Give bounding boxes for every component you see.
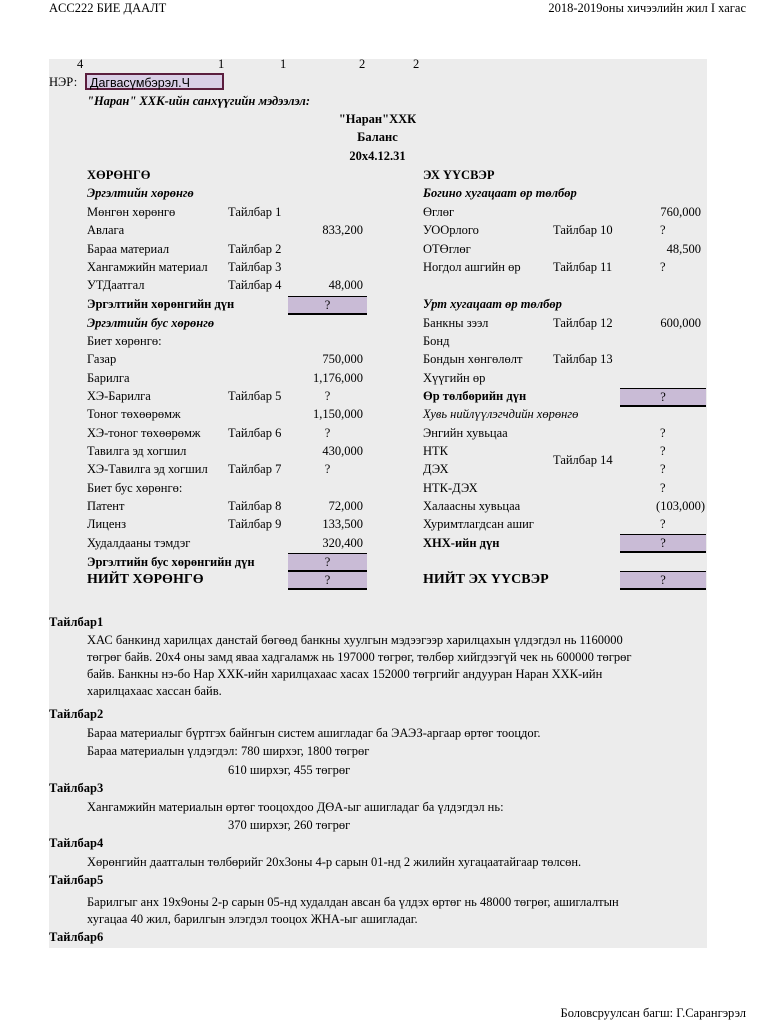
tangible-heading: Биет хөрөнгө: <box>87 334 162 348</box>
liab-total-cell[interactable]: ? <box>620 388 706 407</box>
note-line: харилцахаас хассан байв. <box>87 684 222 698</box>
top-digit: 4 <box>77 57 84 71</box>
liability-value: 760,000 <box>660 205 701 219</box>
note-title: Тайлбар4 <box>49 836 104 850</box>
liability-note: Тайлбар 12 <box>553 316 613 330</box>
equity-value: ? <box>660 462 666 476</box>
equity-label: НТК-ДЭХ <box>423 481 478 495</box>
note-line: төгрөг байв. 20х4 оны замд яваа хадгаламж нь 197000 төгрөг, төлбөр хийгдээгүй чек нь 600000 төгрөг <box>87 650 632 664</box>
liability-note: Тайлбар 10 <box>553 223 613 237</box>
intangible-heading: Биет бус хөрөнгө: <box>87 481 183 495</box>
liability-value: 600,000 <box>660 316 701 330</box>
liability-label: ОТӨглөг <box>423 242 471 256</box>
long-term-heading: Урт хугацаат өр төлбөр <box>423 297 562 311</box>
asset-label: Бараа материал <box>87 242 170 256</box>
asset-label: Патент <box>87 499 125 513</box>
liability-note: Тайлбар 13 <box>553 352 613 366</box>
semester-header: 2018-2019оны хичээлийн жил I хагас <box>548 1 746 15</box>
noncurrent-total-cell[interactable]: ? <box>288 553 367 572</box>
asset-note: Тайлбар 7 <box>228 462 282 476</box>
liabilities-heading: ЭХ ҮҮСВЭР <box>423 168 495 182</box>
balance-date: 20х4.12.31 <box>349 149 406 163</box>
equity-note: Тайлбар 14 <box>553 453 613 467</box>
top-digit: 2 <box>359 57 366 71</box>
asset-note: Тайлбар 4 <box>228 278 282 292</box>
asset-note: Тайлбар 5 <box>228 389 282 403</box>
equity-value: ? <box>660 517 666 531</box>
liability-value: ? <box>660 260 666 274</box>
equity-label: НТК <box>423 444 448 458</box>
equity-label: Хуримтлагдсан ашиг <box>423 517 534 531</box>
note-title: Тайлбар2 <box>49 707 104 721</box>
liability-label: Хүүгийн өр <box>423 371 486 385</box>
asset-value: 320,400 <box>322 536 363 550</box>
asset-value: 833,200 <box>322 223 363 237</box>
asset-value: 133,500 <box>322 517 363 531</box>
total-assets-label: НИЙТ ХӨРӨНГӨ <box>87 572 204 587</box>
asset-label: Лиценз <box>87 517 127 531</box>
liability-label: Банкны зээл <box>423 316 489 330</box>
equity-value: (103,000) <box>656 499 705 513</box>
liability-label: УООрлого <box>423 223 479 237</box>
equity-label: Энгийн хувьцаа <box>423 426 508 440</box>
balance-title: Баланс <box>357 130 398 144</box>
equity-label: ДЭХ <box>423 462 449 476</box>
asset-label: Тоног төхөөрөмж <box>87 407 181 421</box>
note-title: Тайлбар5 <box>49 873 104 887</box>
note-line: 370 ширхэг, 260 төгрөг <box>228 818 351 832</box>
asset-value: ? <box>324 389 331 403</box>
liability-value: 48,500 <box>666 242 701 256</box>
asset-label: Авлага <box>87 223 125 237</box>
assets-heading: ХӨРӨНГӨ <box>87 168 151 182</box>
asset-value: ? <box>324 462 331 476</box>
asset-note: Тайлбар 1 <box>228 205 282 219</box>
note-line: Хангамжийн материалын өртөг тооцохдоо ДӨА-ыг ашигладаг ба үлдэгдэл нь: <box>87 800 504 814</box>
current-total-label: Эргэлтийн хөрөнгийн дүн <box>87 297 235 311</box>
asset-label: ХЭ-тоног төхөөрөмж <box>87 426 201 440</box>
note-title: Тайлбар1 <box>49 615 104 629</box>
asset-label: Худалдааны тэмдэг <box>87 536 191 550</box>
asset-value: 430,000 <box>322 444 363 458</box>
note-title: Тайлбар3 <box>49 781 104 795</box>
equity-value: ? <box>660 444 666 458</box>
asset-value: 48,000 <box>328 278 363 292</box>
total-liab-equity-cell[interactable]: ? <box>620 571 706 590</box>
short-term-heading: Богино хугацаат өр төлбөр <box>423 186 577 200</box>
top-digit: 1 <box>218 57 225 71</box>
asset-label: Мөнгөн хөрөнгө <box>87 205 176 219</box>
asset-value: 750,000 <box>322 352 363 366</box>
equity-label: Халаасны хувьцаа <box>423 499 521 513</box>
note-line: хугацаа 40 жил, барилгын элэгдэл тооцох ЖНА-ыг ашигладаг. <box>87 912 418 926</box>
note-line: байв. Банкны нэ-бо Нар ХХК-ийн харилцахаас хасах 152000 төгргийг андууран Наран ХХК-ийн <box>87 667 603 681</box>
total-assets-cell[interactable]: ? <box>288 571 367 590</box>
asset-label: Барилга <box>87 371 130 385</box>
equity-value: ? <box>660 426 666 440</box>
equity-total-label: ХНХ-ийн дүн <box>423 536 500 550</box>
asset-note: Тайлбар 6 <box>228 426 282 440</box>
asset-label: УТДаатгал <box>87 278 145 292</box>
note-line: 610 ширхэг, 455 төгрөг <box>228 763 351 777</box>
liability-label: Бондын хөнгөлөлт <box>423 352 523 366</box>
company-name: "Наран"ХХК <box>338 112 417 126</box>
total-liab-equity-label: НИЙТ ЭХ ҮҮСВЭР <box>423 572 549 587</box>
asset-value: 1,150,000 <box>313 407 363 421</box>
note-line: Хөрөнгийн даатгалын төлбөрийг 20х3оны 4-р сарын 01-нд 2 жилийн хугацаатайгаар төлсөн. <box>87 855 582 869</box>
noncurrent-total-label: Эргэлтийн бус хөрөнгийн дүн <box>87 555 255 569</box>
asset-note: Тайлбар 2 <box>228 242 282 256</box>
equity-total-cell[interactable]: ? <box>620 534 706 553</box>
liab-total-label: Өр төлбөрийн дүн <box>423 389 527 403</box>
note-line: Бараа материалыг бүртгэх байнгын систем ашигладаг ба ЭАЭЗ-аргаар өртөг тооцдог. <box>87 726 541 740</box>
equity-heading: Хувь нийлүүлэгчдийн хөрөнгө <box>423 407 579 421</box>
asset-label: ХЭ-Тавилга эд хогшил <box>87 462 208 476</box>
name-label: НЭР: <box>49 75 78 89</box>
asset-value: ? <box>324 426 331 440</box>
note-line: Барилгыг анх 19х9оны 2-р сарын 05-нд худалдан авсан ба үлдэх өртөг нь 48000 төгрөг, ашиглалтын <box>87 895 619 909</box>
asset-value: 1,176,000 <box>313 371 363 385</box>
top-digit: 1 <box>280 57 287 71</box>
asset-label: Тавилга эд хогшил <box>87 444 187 458</box>
top-digit: 2 <box>413 57 420 71</box>
liability-value: ? <box>660 223 666 237</box>
info-title: "Наран" ХХК-ийн санхүүгийн мэдээлэл: <box>87 94 311 108</box>
liability-label: Өглөг <box>423 205 455 219</box>
asset-value: 72,000 <box>328 499 363 513</box>
current-assets-heading: Эргэлтийн хөрөнгө <box>87 186 194 200</box>
asset-label: Хангамжийн материал <box>87 260 208 274</box>
asset-note: Тайлбар 8 <box>228 499 282 513</box>
asset-label: Газар <box>87 352 117 366</box>
note-line: ХАС банкинд харилцах данстай бөгөөд банкны хуулгын мэдээгээр харилцахын үлдэгдэл нь 1160000 <box>87 633 623 647</box>
note-line: Бараа материалын үлдэгдэл: 780 ширхэг, 1800 төгрөг <box>87 744 370 758</box>
liability-label: Бонд <box>423 334 450 348</box>
asset-note: Тайлбар 3 <box>228 260 282 274</box>
student-name-field[interactable]: Дагвасүмбэрэл.Ч <box>85 73 224 90</box>
liability-note: Тайлбар 11 <box>553 260 613 274</box>
liability-label: Ногдол ашгийн өр <box>423 260 521 274</box>
equity-value: ? <box>660 481 666 495</box>
asset-note: Тайлбар 9 <box>228 517 282 531</box>
teacher-footer: Боловсруулсан багш: Г.Сарангэрэл <box>560 1006 746 1020</box>
noncurrent-assets-heading: Эргэлтийн бус хөрөнгө <box>87 316 215 330</box>
course-header: ACC222 БИЕ ДААЛТ <box>49 1 167 15</box>
note-title: Тайлбар6 <box>49 930 104 944</box>
current-total-cell[interactable]: ? <box>288 296 367 315</box>
asset-label: ХЭ-Барилга <box>87 389 151 403</box>
